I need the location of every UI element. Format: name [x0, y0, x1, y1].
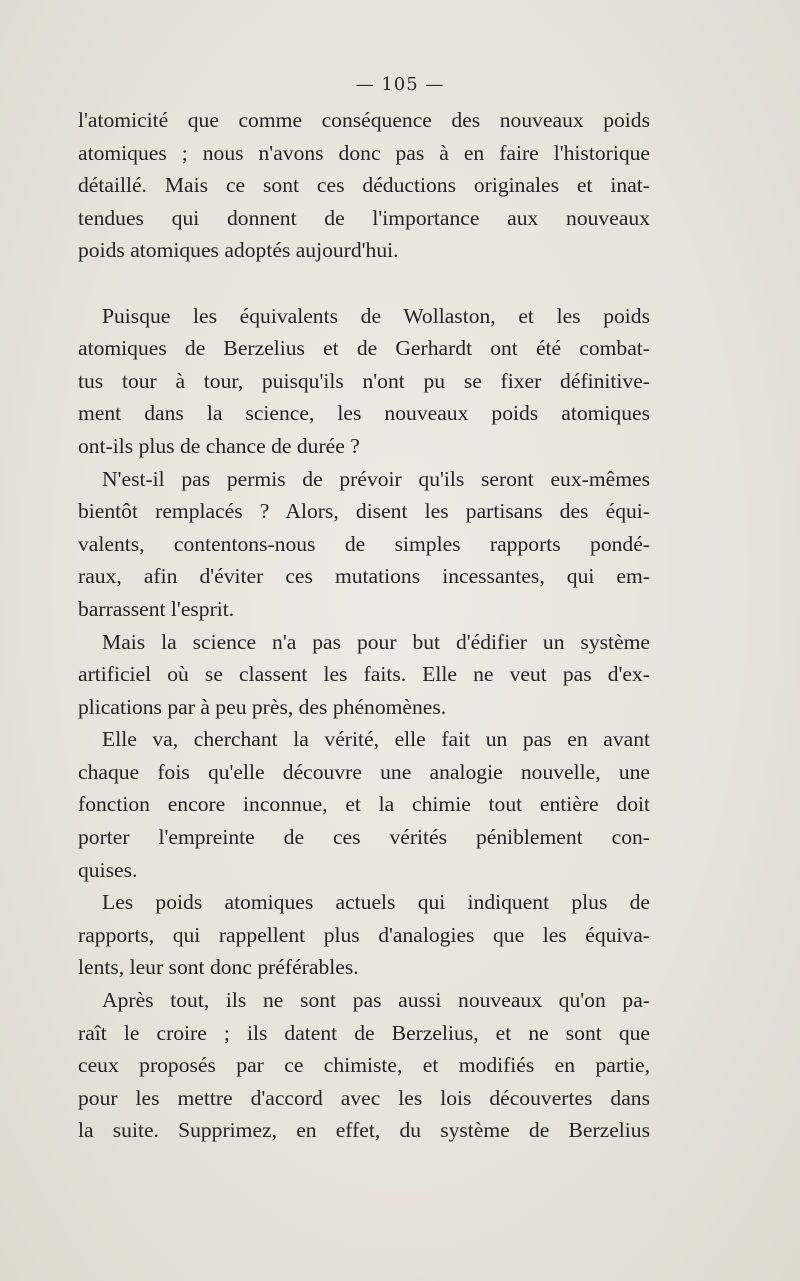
paragraph-4 [78, 626, 650, 724]
text-line: tendues qui donnent de l'importance aux nouveaux [78, 205, 650, 230]
text-line: ment dans la science, les nouveaux poids atomiques [78, 401, 650, 426]
paragraph-5 [78, 723, 650, 886]
paragraph-7 [78, 984, 650, 1147]
text-line: raux, afin d'éviter ces mutations incessantes, qui em- [78, 564, 650, 589]
text-line: ceux proposés par ce chimiste, et modifiés en partie, [78, 1053, 650, 1078]
text-line: quises. [78, 857, 138, 882]
text-line: Après tout, ils ne sont pas aussi nouveaux qu'on pa- [102, 988, 650, 1013]
body-text [78, 104, 650, 1147]
text-line: bientôt remplacés ? Alors, disent les partisans des équi- [78, 499, 650, 524]
text-line: plications par à peu près, des phénomènes. [78, 694, 447, 719]
text-line: lents, leur sont donc préférables. [78, 955, 359, 980]
text-line: tus tour à tour, puisqu'ils n'ont pu se fixer définitive- [78, 368, 650, 393]
paragraph-3 [78, 463, 650, 626]
paragraph-6 [78, 886, 650, 984]
text-line: porter l'empreinte de ces vérités péniblement con- [78, 825, 650, 850]
paragraph-2 [78, 300, 650, 463]
text-line: Les poids atomiques actuels qui indiquent plus de [102, 890, 650, 915]
text-line: atomiques ; nous n'avons donc pas à en faire l'historique [78, 140, 650, 165]
text-line: atomiques de Berzelius et de Gerhardt ont été combat- [78, 336, 650, 361]
text-line: poids atomiques adoptés aujourd'hui. [78, 238, 399, 263]
text-line: Puisque les équivalents de Wollaston, et les poids [102, 303, 650, 328]
text-line: Mais la science n'a pas pour but d'édifier un système [102, 629, 650, 654]
text-line: valents, contentons-nous de simples rapports pondé- [78, 531, 650, 556]
text-line: détaillé. Mais ce sont ces déductions originales et inat- [78, 173, 650, 198]
text-line: barrassent l'esprit. [78, 596, 235, 621]
text-line: fonction encore inconnue, et la chimie tout entière doit [78, 792, 650, 817]
paragraph-1 [78, 104, 650, 267]
paragraph-gap [78, 267, 650, 300]
text-line: artificiel où se classent les faits. Elle ne veut pas d'ex- [78, 662, 650, 687]
text-line: rapports, qui rappellent plus d'analogies que les équiva- [78, 922, 650, 947]
text-line: chaque fois qu'elle découvre une analogie nouvelle, une [78, 759, 650, 784]
text-line: ont-ils plus de chance de durée ? [78, 433, 360, 458]
text-line: Elle va, cherchant la vérité, elle fait un pas en avant [102, 727, 650, 752]
text-line: l'atomicité que comme conséquence des nouveaux poids [78, 108, 650, 132]
text-line: N'est-il pas permis de prévoir qu'ils seront eux-mêmes [102, 466, 650, 491]
text-line: pour les mettre d'accord avec les lois découvertes dans [78, 1085, 650, 1110]
text-line: la suite. Supprimez, en effet, du système de Berzelius [78, 1118, 650, 1143]
page-number: — 105 — [355, 74, 445, 95]
text-line: raît le croire ; ils datent de Berzelius, et ne sont que [78, 1020, 650, 1045]
